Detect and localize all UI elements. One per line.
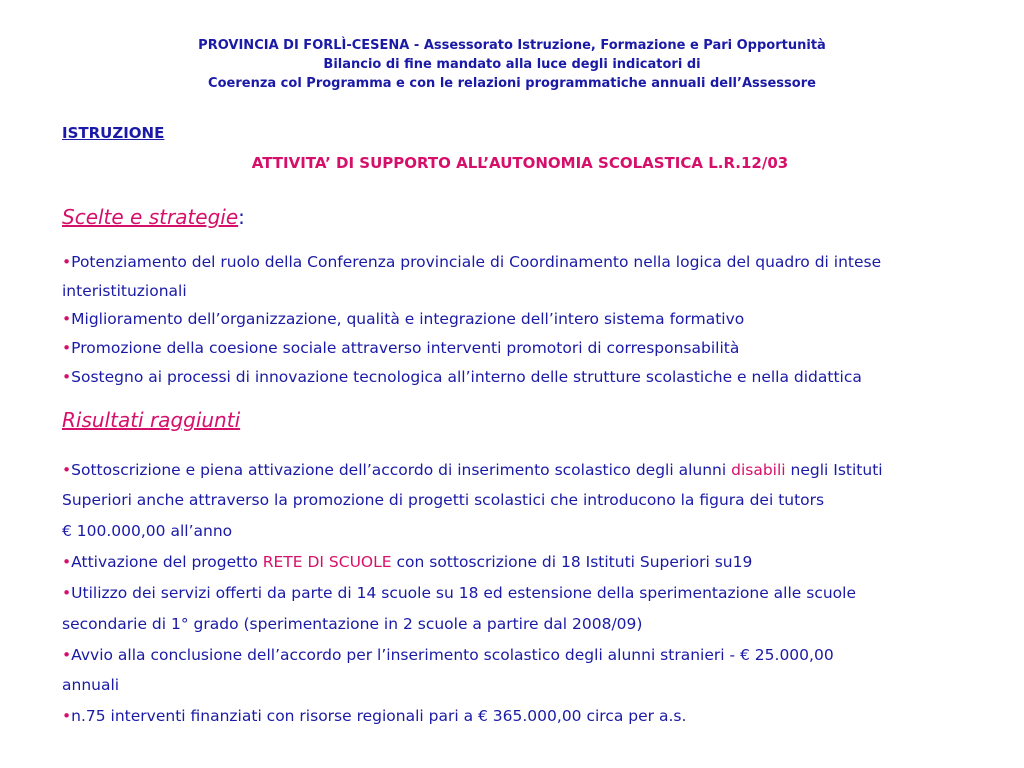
- scelte-item-2: [62, 309, 744, 329]
- header-line-2: Bilancio di fine mandato alla luce degli indicatori di: [323, 57, 701, 72]
- bullet-icon: •: [62, 646, 72, 664]
- risultati-heading: [62, 408, 240, 432]
- header-line-1: PROVINCIA DI FORLÌ-CESENA - Assessorato Istruzione, Formazione e Pari Opportunità: [198, 38, 826, 53]
- risultati-item-5-text: n.75 interventi finanziati con risorse regionali pari a € 365.000,00 circa per a.s.: [71, 707, 687, 725]
- scelte-heading: [62, 205, 245, 229]
- risultati-item-1-highlight: disabili: [731, 461, 786, 479]
- risultati-item-2-text-b: con sottoscrizione di 18 Istituti Superiori su19: [391, 553, 753, 571]
- risultati-item-5: [62, 706, 686, 726]
- risultati-item-1: [62, 460, 883, 480]
- document-header: [0, 36, 1024, 93]
- risultati-item-1-line-2: Superiori anche attraverso la promozione di progetti scolastici che introducono la figura dei tutors: [62, 491, 825, 509]
- header-line-3: Coerenza col Programma e con le relazioni programmatiche annuali dell’Assessore: [208, 76, 816, 91]
- scelte-item-1: [62, 252, 881, 272]
- scelte-item-1-text: Potenziamento del ruolo della Conferenza provinciale di Coordinamento nella logica del quadro di intese: [71, 253, 882, 271]
- scelte-item-2-text: Miglioramento dell’organizzazione, qualità e integrazione dell’intero sistema formativo: [71, 310, 745, 328]
- bullet-icon: •: [62, 584, 72, 602]
- scelte-item-3: [62, 338, 739, 358]
- risultati-item-2: [62, 552, 752, 572]
- section-subtitle: ATTIVITA’ DI SUPPORTO ALL’AUTONOMIA SCOLASTICA L.R.12/03: [251, 154, 789, 172]
- risultati-item-2-highlight: RETE DI SCUOLE: [262, 553, 392, 571]
- risultati-item-1-text-b: negli Istituti: [785, 461, 883, 479]
- risultati-item-3-text: Utilizzo dei servizi offerti da parte di 14 scuole su 18 ed estensione della sperimentazione alle scuole: [71, 584, 857, 602]
- risultati-item-1-text-a: Sottoscrizione e piena attivazione dell’accordo di inserimento scolastico degli alunni: [71, 461, 732, 479]
- section-title: ISTRUZIONE: [62, 124, 165, 142]
- bullet-icon: •: [62, 310, 72, 328]
- risultati-heading-text: Risultati raggiunti: [62, 408, 241, 432]
- bullet-icon: •: [62, 461, 72, 479]
- risultati-item-4: [62, 645, 834, 665]
- bullet-icon: •: [62, 368, 72, 386]
- risultati-item-4-line-2: annuali: [62, 676, 120, 694]
- bullet-icon: •: [62, 553, 72, 571]
- scelte-heading-colon: :: [238, 205, 245, 229]
- bullet-icon: •: [62, 339, 72, 357]
- risultati-item-3-line-2: secondarie di 1° grado (sperimentazione in 2 scuole a partire dal 2008/09): [62, 615, 643, 633]
- scelte-item-3-text: Promozione della coesione sociale attraverso interventi promotori di corresponsabilità: [71, 339, 740, 357]
- bullet-icon: •: [62, 707, 72, 725]
- risultati-item-3: [62, 583, 856, 603]
- bullet-icon: •: [62, 253, 72, 271]
- scelte-heading-text: Scelte e strategie: [62, 205, 239, 229]
- risultati-item-2-text-a: Attivazione del progetto: [71, 553, 263, 571]
- risultati-item-4-text: Avvio alla conclusione dell’accordo per l’inserimento scolastico degli alunni stranieri - € 25.000,00: [71, 646, 834, 664]
- risultati-item-1-line-3: € 100.000,00 all’anno: [62, 522, 233, 540]
- scelte-item-1-cont: interistituzionali: [62, 282, 187, 300]
- scelte-item-4-text: Sostegno ai processi di innovazione tecnologica all’interno delle strutture scolastiche e nella didattica: [71, 368, 862, 386]
- scelte-item-4: [62, 367, 862, 387]
